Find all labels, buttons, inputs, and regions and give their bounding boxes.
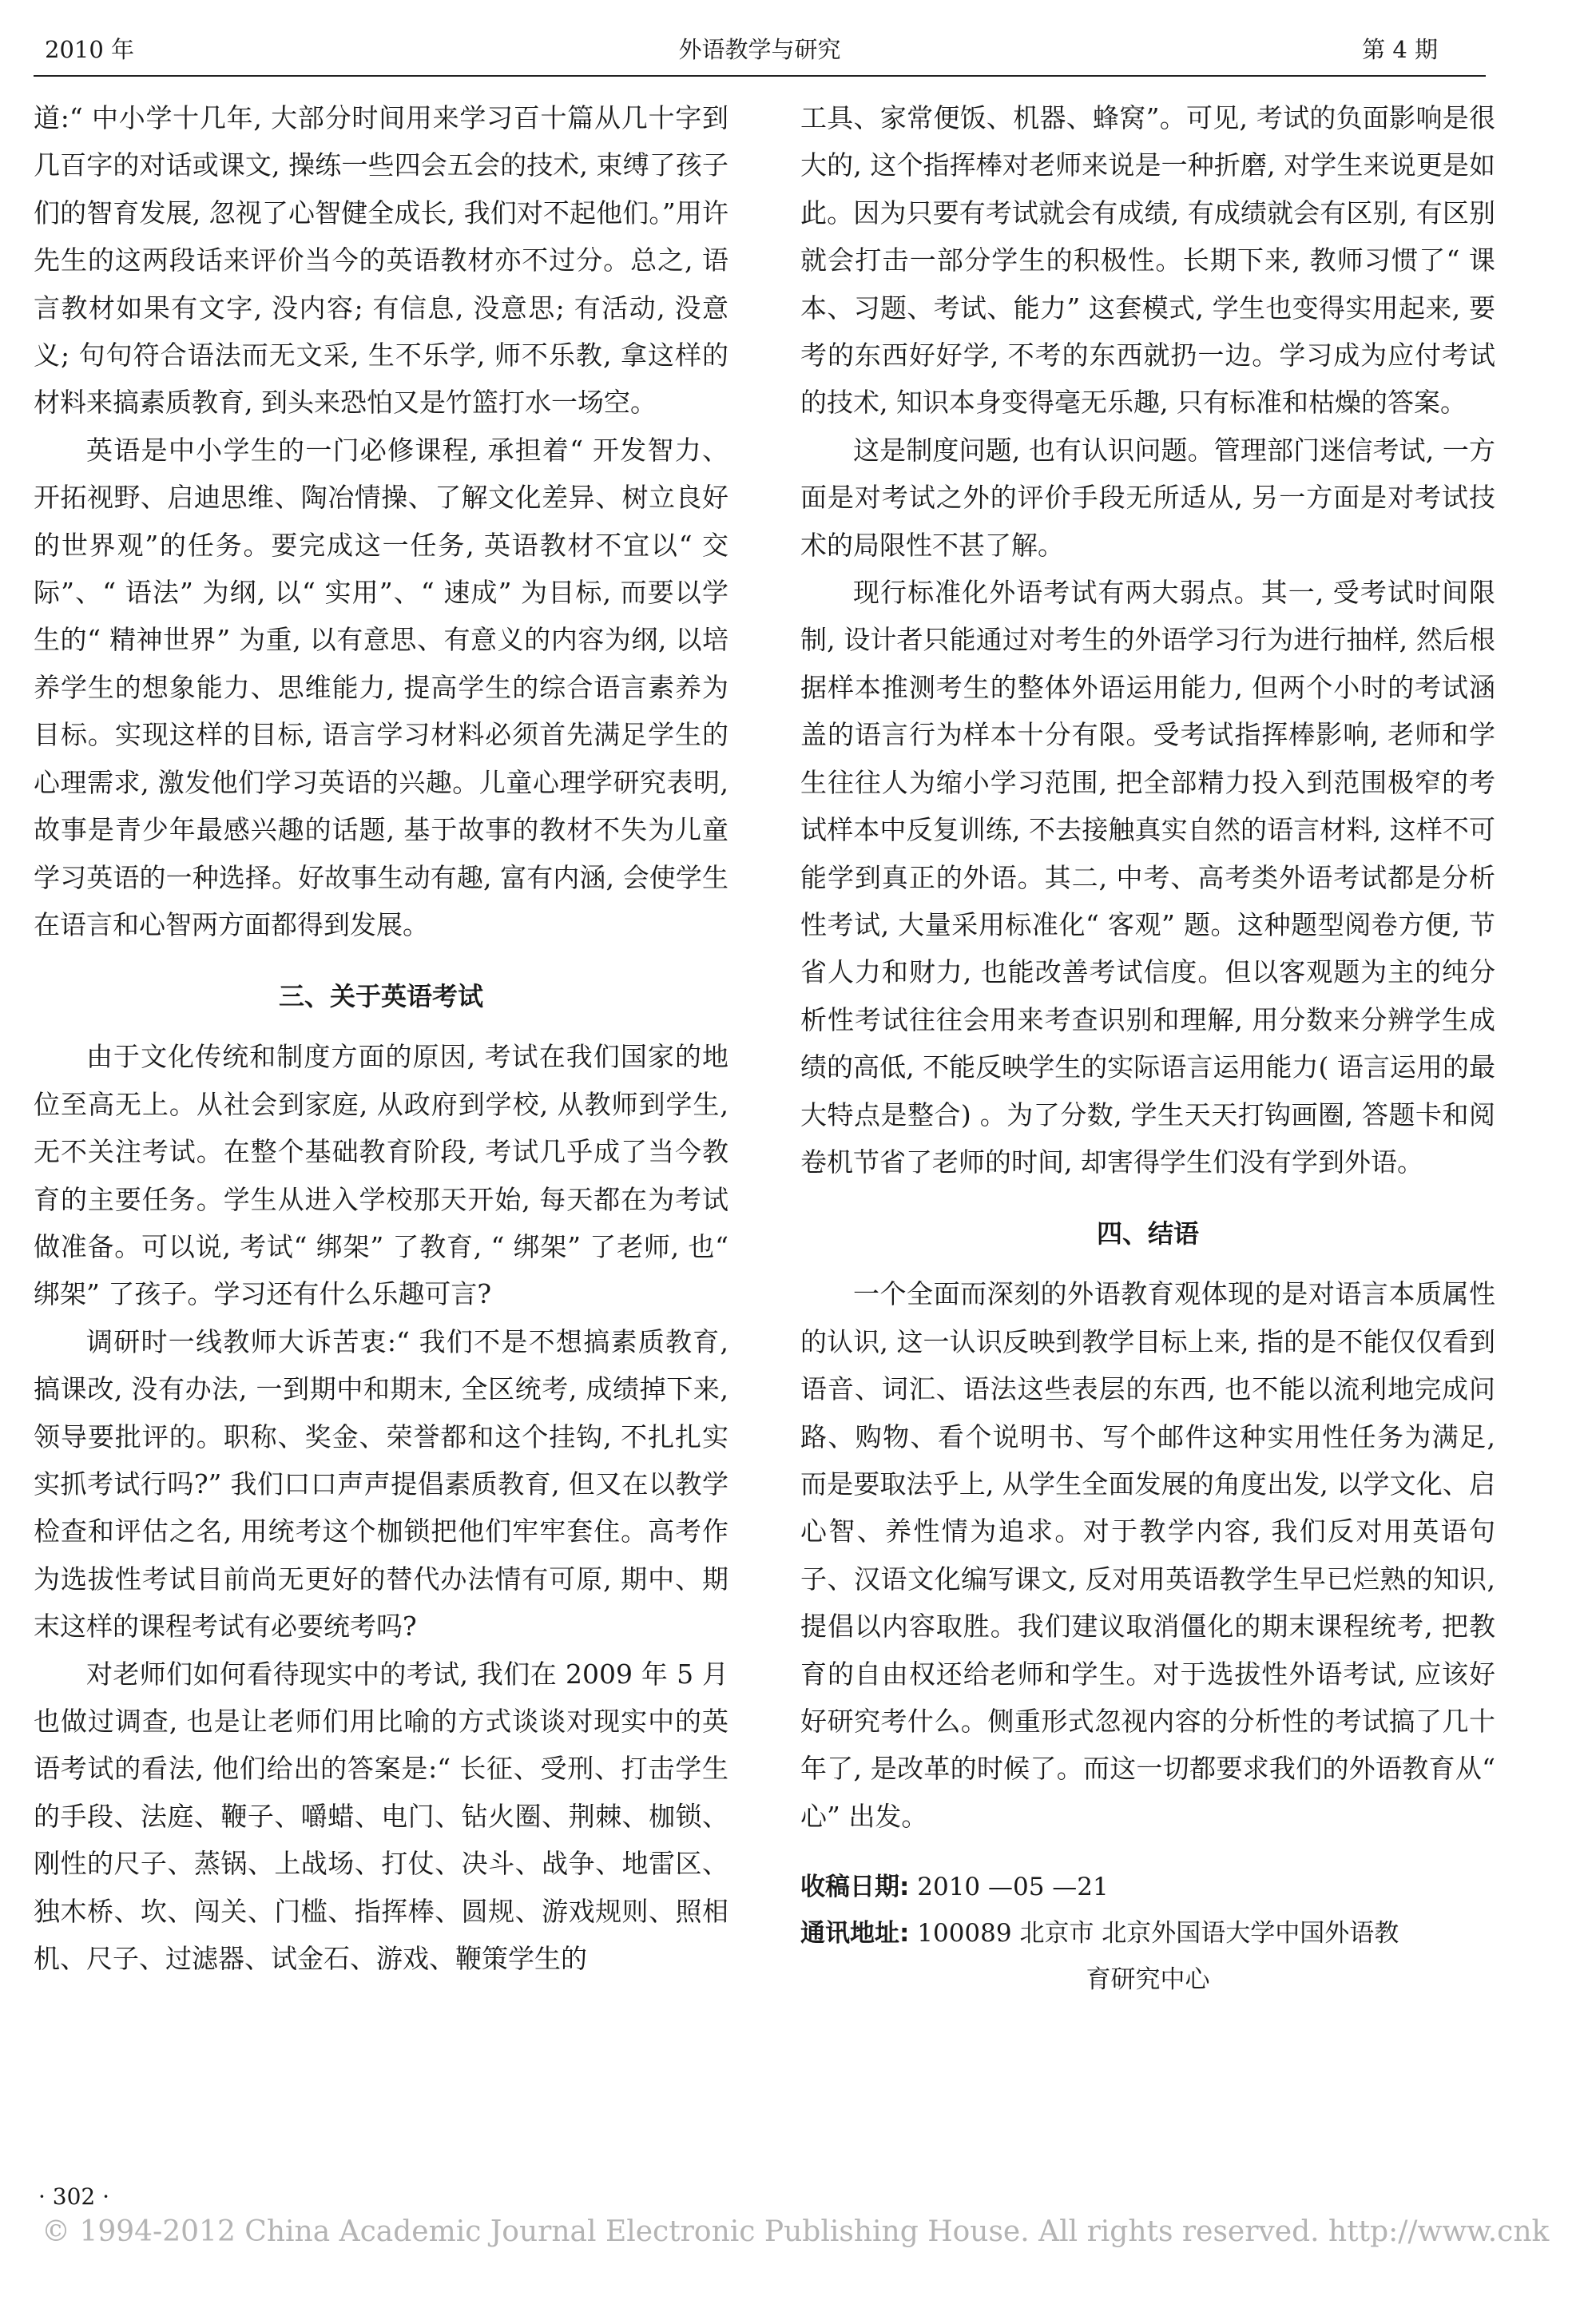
right-column	[800, 94, 1495, 2003]
mailing-address-label: 通讯地址:	[800, 1919, 910, 1949]
paragraph-8: 现行标准化外语考试有两大弱点。其一, 受考试时间限制, 设计者只能通过对考生的外语学习行为进行抽样, 然后根据样本推测考生的整体外语运用能力, 但两个小时的考试涵盖的语言行为样本十分有限。受考试指挥棒影响, 老师和学生往往人为缩小学习范围, 把全部精力投入到范围极窄的考试样本中反复训练, 不去接触真实自然的语言材料, 这样不可能学到真正的外语。其二, 中考、高考类外语考试都是分析性考试, 大量采用标准化“ 客观” 题。这种题型阅卷方便, 节省人力和财力, 也能改善考试信度。但以客观题为主的纯分析性考试往往会用来考查识别和理解, 用分数来分辨学生成绩的高低, 不能反映学生的实际语言运用能力( 语言运用的最大特点是整合) 。为了分数, 学生天天打钩画圈, 答题卡和阅卷机节省了老师的时间, 却害得学生们没有学到外语。	[800, 577, 1495, 1178]
paragraph-9: 一个全面而深刻的外语教育观体现的是对语言本质属性的认识, 这一认识反映到教学目标上来, 指的是不能仅仅看到语音、词汇、语法这些表层的东西, 也不能以流利地完成问路、购物、看个说明书、写个邮件这种实用性任务为满足, 而是要取法乎上, 从学生全面发展的角度出发, 以学文化、启心智、养性情为追求。对于教学内容, 我们反对用英语句子、汉语文化编写课文, 反对用英语教学生早已烂熟的知识, 提倡以内容取胜。我们建议取消僵化的期末课程统考, 把教育的自由权还给老师和学生。对于选拔性外语考试, 应该好好研究考什么。侧重形式忽视内容的分析性的考试搞了几十年了, 是改革的时候了。而这一切都要求我们的外语教育从“ 心” 出发。	[800, 1278, 1495, 1832]
paragraph-7: 这是制度问题, 也有认识问题。管理部门迷信考试, 一方面是对考试之外的评价手段无所适从, 另一方面是对考试技术的局限性不甚了解。	[800, 434, 1495, 561]
mailing-address-value: 100089 北京市 北京外国语大学中国外语教	[909, 1919, 1399, 1949]
paragraph-2: 英语是中小学生的一门必修课程, 承担着“ 开发智力、开拓视野、启迪思维、陶冶情操、了解文化差异、树立良好的世界观”的任务。要完成这一任务, 英语教材不宜以“ 交际”、“ 语法” 为纲, 以“ 实用”、“ 速成” 为目标, 而要以学生的“ 精神世界” 为重, 以有意思、有意义的内容为纲, 以培养学生的想象能力、思维能力, 提高学生的综合语言素养为目标。实现这样的目标, 语言学习材料必须首先满足学生的心理需求, 激发他们学习英语的兴趣。儿童心理学研究表明, 故事是青少年最感兴趣的话题, 基于故事的教材不失为儿童学习英语的一种选择。好故事生动有趣, 富有内涵, 会使学生在语言和心智两方面都得到发展。	[34, 434, 728, 940]
paragraph-5: 对老师们如何看待现实中的考试, 我们在 2009 年 5 月也做过调查, 也是让老师们用比喻的方式谈谈对现实中的英语考试的看法, 他们给出的答案是:“ 长征、受刑、打击学生的手段、法庭、鞭子、嚼蜡、电门、钻火圈、荆棘、枷锁、刚性的尺子、蒸锅、上战场、打仗、决斗、战争、地雷区、独木桥、坎、闯关、门槛、指挥棒、圆规、游戏规则、照相机、尺子、过滤器、试金石、游戏、鞭策学生的	[34, 1658, 728, 1975]
copyright-footer: © 1994-2012 China Academic Journal Electronic Publishing House. All rights reserved. http://www.cnk	[42, 2215, 1550, 2248]
section-4-heading: 四、结语	[1096, 1218, 1199, 1249]
paragraph-4: 调研时一线教师大诉苦衷:“ 我们不是不想搞素质教育, 搞课改, 没有办法, 一到期中和期末, 全区统考, 成绩掉下来, 领导要批评的。职称、奖金、荣誉都和这个挂钩, 不扎扎实实抓考试行吗?” 我们口口声声提倡素质教育, 但又在以教学检查和评估之名, 用统考这个枷锁把他们牢牢套住。高考作为选拔性考试目前尚无更好的替代办法情有可原, 期中、期末这样的课程考试有必要统考吗?	[34, 1325, 728, 1643]
mailing-address	[800, 1910, 1495, 1957]
paragraph-1: 道:“ 中小学十几年, 大部分时间用来学习百十篇从几十字到几百字的对话或课文, 操练一些四会五会的技术, 束缚了孩子们的智育发展, 忽视了心智健全成长, 我们对不起他们。”用许先生的这两段话来评价当今的英语教材亦不过分。总之, 语言教材如果有文字, 没内容; 有信息, 没意思; 有活动, 没意义; 句句符合语法而无文采, 生不乐学, 师不乐教, 拿这样的材料来搞素质教育, 到头来恐怕又是竹篮打水一场空。	[34, 102, 728, 419]
header-journal-title: 外语教学与研究	[678, 36, 841, 63]
received-date-value: 2010 —05 —21	[909, 1873, 1109, 1902]
received-date-label: 收稿日期:	[800, 1873, 910, 1902]
received-date	[800, 1864, 1495, 1910]
header-rule	[34, 75, 1486, 77]
header-year: 2010 年	[45, 36, 135, 63]
mailing-address-continued: 育研究中心	[1086, 1965, 1210, 1995]
section-3-heading: 三、关于英语考试	[278, 981, 483, 1012]
article-metadata	[800, 1864, 1495, 2003]
page-number: · 302 ·	[38, 2183, 110, 2210]
paragraph-3: 由于文化传统和制度方面的原因, 考试在我们国家的地位至高无上。从社会到家庭, 从政府到学校, 从教师到学生, 无不关注考试。在整个基础教育阶段, 考试几乎成了当今教育的主要任务。学生从进入学校那天开始, 每天都在为考试做准备。可以说, 考试“ 绑架” 了教育, “ 绑架” 了老师, 也“ 绑架” 了孩子。学习还有什么乐趣可言?	[34, 1041, 728, 1310]
running-header	[34, 32, 1486, 67]
header-issue: 第 4 期	[1362, 36, 1438, 63]
left-column	[34, 94, 728, 1982]
paragraph-6: 工具、家常便饭、机器、蜂窝”。可见, 考试的负面影响是很大的, 这个指挥棒对老师来说是一种折磨, 对学生来说更是如此。因为只要有考试就会有成绩, 有成绩就会有区别, 有区别就会打击一部分学生的积极性。长期下来, 教师习惯了“ 课本、习题、考试、能力” 这套模式, 学生也变得实用起来, 要考的东西好好学, 不考的东西就扔一边。学习成为应付考试的技术, 知识本身变得毫无乐趣, 只有标准和枯燥的答案。	[800, 102, 1495, 419]
